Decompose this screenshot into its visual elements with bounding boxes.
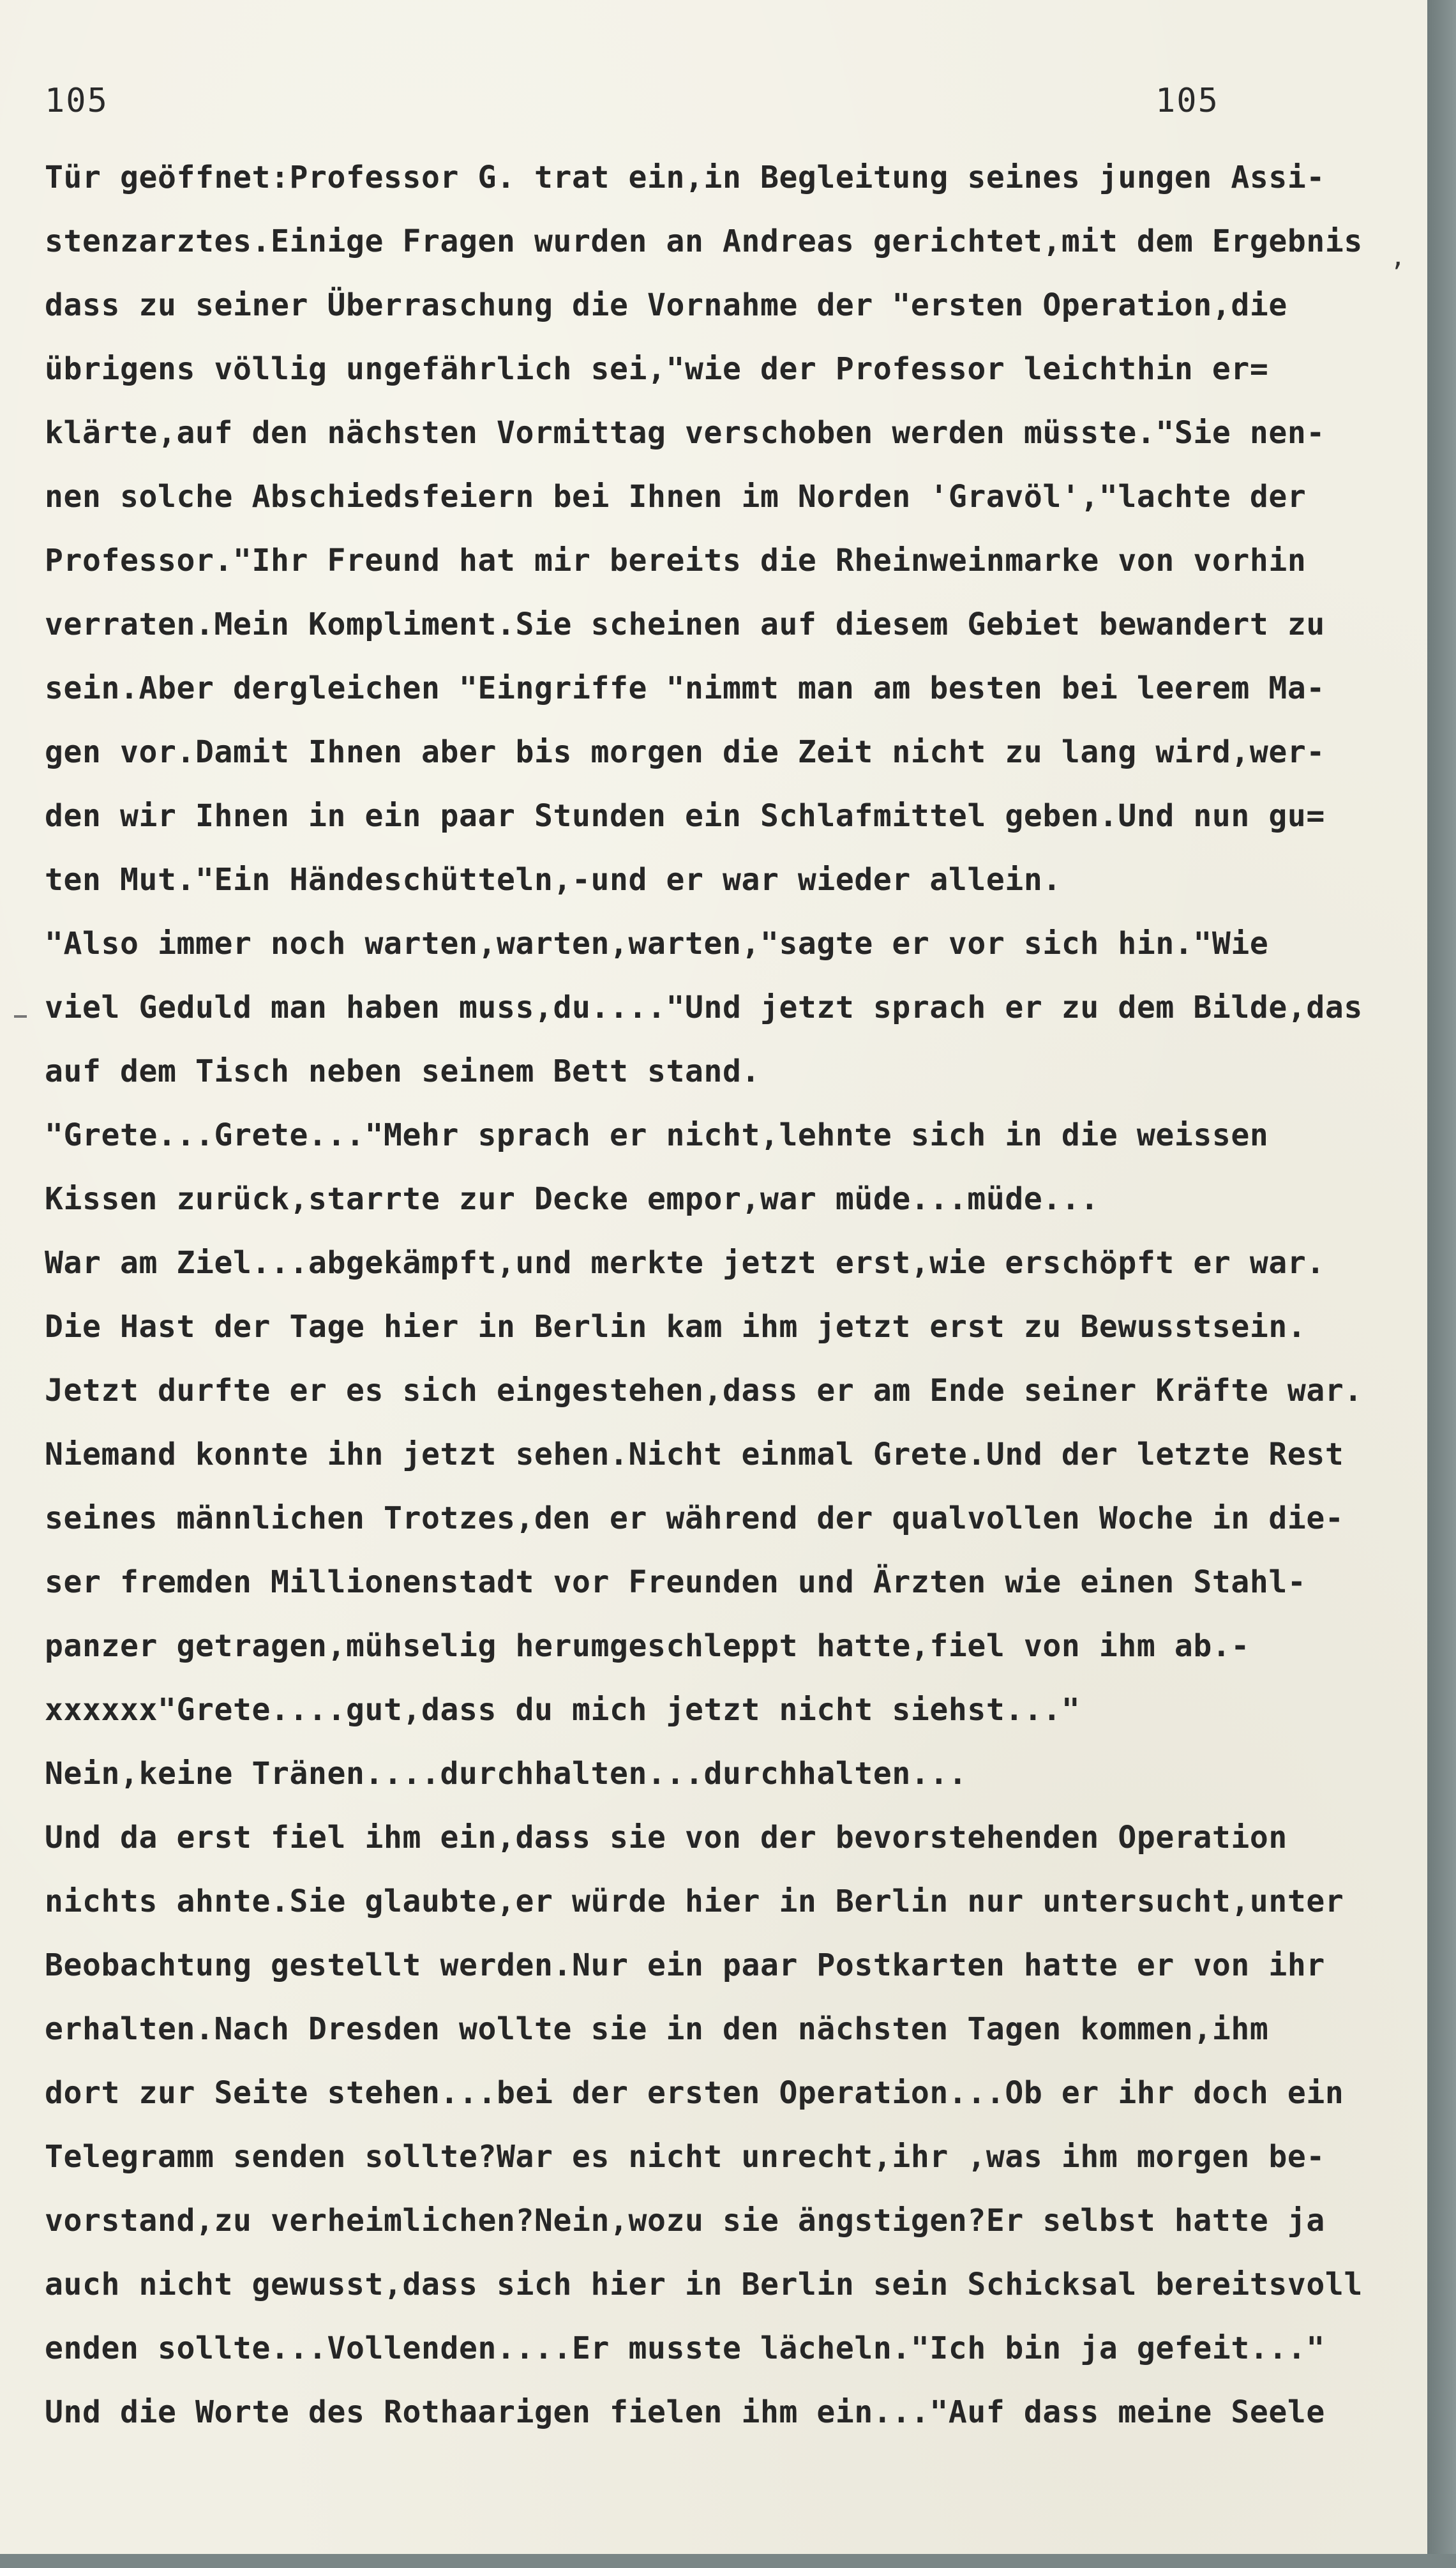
text-line: gen vor.Damit Ihnen aber bis morgen die Zeit nicht zu lang wird,wer- [45, 734, 1325, 770]
text-line: klärte,auf den nächsten Vormittag verschoben werden müsste."Sie nen- [45, 415, 1325, 451]
text-line: War am Ziel...abgekämpft,und merkte jetzt erst,wie erschöpft er war. [45, 1245, 1325, 1281]
text-line: Und die Worte des Rothaarigen fielen ihm ein..."Auf dass meine Seele [45, 2394, 1325, 2430]
text-line: Jetzt durfte er es sich eingestehen,dass er am Ende seiner Kräfte war. [45, 1373, 1363, 1409]
scan-background-bottom [0, 2554, 1456, 2568]
text-line: Beobachtung gestellt werden.Nur ein paar Postkarten hatte er von ihr [45, 1947, 1325, 1983]
text-line: "Grete...Grete..."Mehr sprach er nicht,lehnte sich in die weissen [45, 1117, 1269, 1153]
text-line: Nein,keine Tränen....durchhalten...durchhalten... [45, 1756, 968, 1792]
text-line: ser fremden Millionenstadt vor Freunden und Ärzten wie einen Stahl- [45, 1564, 1307, 1600]
page-number-left: 105 [45, 82, 109, 120]
text-line: verraten.Mein Kompliment.Sie scheinen auf diesem Gebiet bewandert zu [45, 607, 1325, 642]
text-line: übrigens völlig ungefährlich sei,"wie der Professor leichthin er= [45, 351, 1269, 387]
text-line: dort zur Seite stehen...bei der ersten Operation...Ob er ihr doch ein [45, 2075, 1344, 2111]
text-line: den wir Ihnen in ein paar Stunden ein Schlafmittel geben.Und nun gu= [45, 798, 1325, 834]
text-line: Kissen zurück,starrte zur Decke empor,war müde...müde... [45, 1181, 1099, 1217]
text-line: Telegramm senden sollte?War es nicht unrecht,ihr ,was ihm morgen be- [45, 2139, 1325, 2175]
text-line: seines männlichen Trotzes,den er während der qualvollen Woche in die- [45, 1500, 1344, 1536]
scan-background-edge [1428, 0, 1456, 2568]
text-line: Tür geöffnet:Professor G. trat ein,in Begleitung seines jungen Assi- [45, 160, 1325, 195]
text-line: sein.Aber dergleichen "Eingriffe "nimmt man am besten bei leerem Ma- [45, 670, 1325, 706]
text-line: stenzarztes.Einige Fragen wurden an Andreas gerichtet,mit dem Ergebnis [45, 223, 1363, 259]
text-line: viel Geduld man haben muss,du...."Und jetzt sprach er zu dem Bilde,das [45, 990, 1363, 1025]
text-line: vorstand,zu verheimlichen?Nein,wozu sie ängstigen?Er selbst hatte ja [45, 2203, 1325, 2239]
text-line: erhalten.Nach Dresden wollte sie in den nächsten Tagen kommen,ihm [45, 2011, 1269, 2047]
body-text [45, 146, 1411, 2444]
text-line: Und da erst fiel ihm ein,dass sie von der bevorstehenden Operation [45, 1820, 1287, 1855]
text-line: nen solche Abschiedsfeiern bei Ihnen im Norden 'Gravöl',"lachte der [45, 479, 1307, 515]
text-line: Niemand konnte ihn jetzt sehen.Nicht einmal Grete.Und der letzte Rest [45, 1437, 1344, 1472]
margin-comma-mark: , [1390, 243, 1406, 272]
text-line: "Also immer noch warten,warten,warten,"sagte er vor sich hin."Wie [45, 926, 1269, 962]
text-line: ten Mut."Ein Händeschütteln,-und er war wieder allein. [45, 862, 1062, 898]
page-number-right: 105 [1155, 82, 1219, 120]
text-line: nichts ahnte.Sie glaubte,er würde hier in Berlin nur untersucht,unter [45, 1884, 1344, 1919]
text-line: auch nicht gewusst,dass sich hier in Berlin sein Schicksal bereitsvoll [45, 2267, 1363, 2302]
text-line: dass zu seiner Überraschung die Vornahme der "ersten Operation,die [45, 287, 1287, 323]
text-line: Professor."Ihr Freund hat mir bereits die Rheinweinmarke von vorhin [45, 543, 1307, 578]
margin-tick-mark [14, 1015, 27, 1018]
text-line: enden sollte...Vollenden....Er musste lächeln."Ich bin ja gefeit..." [45, 2330, 1325, 2366]
text-line: auf dem Tisch neben seinem Bett stand. [45, 1054, 760, 1089]
text-line: xxxxxx"Grete....gut,dass du mich jetzt nicht siehst..." [45, 1692, 1081, 1728]
text-line: panzer getragen,mühselig herumgeschleppt hatte,fiel von ihm ab.- [45, 1628, 1250, 1664]
text-line: Die Hast der Tage hier in Berlin kam ihm jetzt erst zu Bewusstsein. [45, 1309, 1307, 1345]
